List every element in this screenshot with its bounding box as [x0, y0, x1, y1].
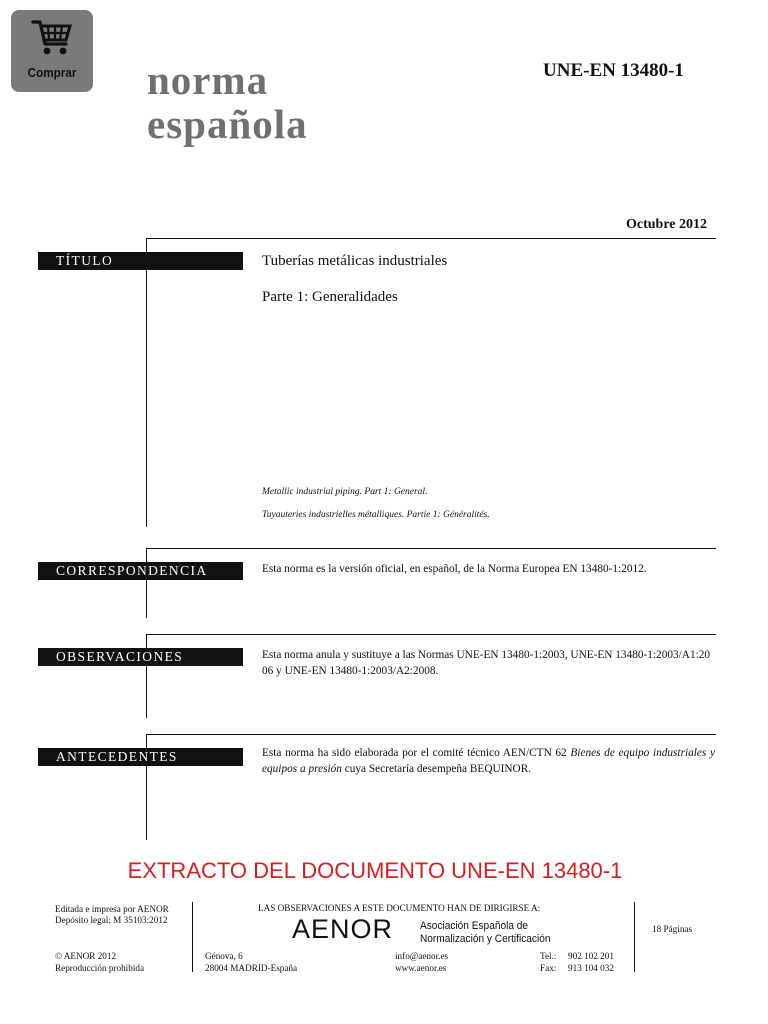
- observaciones-top-rule: [146, 634, 716, 635]
- aenor-logo: AENOR: [292, 914, 394, 944]
- shopping-cart-icon: [31, 19, 73, 57]
- footer-edited: Editada e impresa por AENOR: [55, 904, 169, 914]
- brand-title: [147, 58, 308, 146]
- footer-address-1: Génova, 6: [205, 951, 243, 961]
- document-title: Tuberías metálicas industriales: [262, 253, 448, 269]
- footer-copyright: © AENOR 2012: [55, 951, 117, 961]
- title-french: Tuyauteries industrielles métalliques. Partie 1: Généralités.: [262, 510, 490, 520]
- footer-tel: 902 102 201: [568, 951, 614, 961]
- extract-notice: EXTRACTO DEL DOCUMENTO UNE-EN 13480-1: [127, 858, 623, 883]
- brand-line-1: norma: [147, 57, 269, 103]
- publication-date: Octubre 2012: [626, 217, 708, 232]
- footer-deposit: Depósito legal: M 35103:2012: [55, 915, 168, 925]
- observaciones-label: OBSERVACIONES: [38, 648, 243, 666]
- observaciones-side-rule: [146, 634, 147, 718]
- footer-reproduction: Reproducción prohibida: [55, 963, 145, 973]
- titulo-top-rule: [146, 238, 716, 239]
- antecedentes-top-rule: [146, 734, 716, 735]
- brand-line-2: española: [147, 101, 308, 147]
- footer-fax-label: Fax:: [540, 963, 557, 973]
- footer-tel-label: Tel.:: [540, 951, 557, 961]
- aenor-organization-name: [420, 920, 550, 946]
- antecedentes-text: [262, 745, 715, 777]
- footer-pages: 18 Páginas: [652, 924, 693, 934]
- titulo-label: TÍTULO: [38, 252, 243, 270]
- antecedentes-text-end: cuya Secretaría desempeña BEQUINOR.: [341, 763, 532, 775]
- footer-fax: 913 104 032: [568, 963, 614, 973]
- footer-divider-left: [192, 902, 193, 972]
- standard-code: UNE-EN 13480-1: [543, 60, 684, 81]
- footer-email[interactable]: info@aenor.es: [395, 951, 449, 961]
- correspondencia-top-rule: [146, 548, 716, 549]
- antecedentes-committee-scope: Bienes de equipo industriales y equipos a presión: [262, 747, 715, 775]
- document-part: Parte 1: Generalidades: [262, 289, 398, 305]
- footer-observations-header: LAS OBSERVACIONES A ESTE DOCUMENTO HAN DE DIRIGIRSE A:: [258, 903, 541, 913]
- titulo-side-rule: [146, 238, 147, 527]
- observaciones-text: Esta norma anula y sustituye a las Normas UNE-EN 13480-1:2003, UNE-EN 13480-1:2003/A1:2006 y UNE-EN 13480-1:2003/A2:2008.: [262, 649, 711, 677]
- title-english: Metallic industrial piping. Part 1: General.: [262, 487, 428, 497]
- correspondencia-text: Esta norma es la versión oficial, en español, de la Norma Europea EN 13480-1:2012.: [262, 563, 647, 575]
- buy-button-label: Comprar: [27, 65, 77, 80]
- footer-address-2: 28004 MADRID-España: [205, 963, 298, 973]
- buy-button[interactable]: [11, 10, 93, 92]
- correspondencia-label: CORRESPONDENCIA: [38, 562, 243, 580]
- correspondencia-side-rule: [146, 548, 147, 618]
- footer-website[interactable]: www.aenor.es: [395, 963, 447, 973]
- antecedentes-label: ANTECEDENTES: [38, 748, 243, 766]
- footer-divider-right: [634, 902, 635, 972]
- aenor-org-line-1: Asociación Española de: [420, 920, 529, 932]
- aenor-org-line-2: Normalización y Certificación: [420, 933, 551, 945]
- antecedentes-text-start: Esta norma ha sido elaborada por el comité técnico AEN/CTN 62: [262, 747, 571, 759]
